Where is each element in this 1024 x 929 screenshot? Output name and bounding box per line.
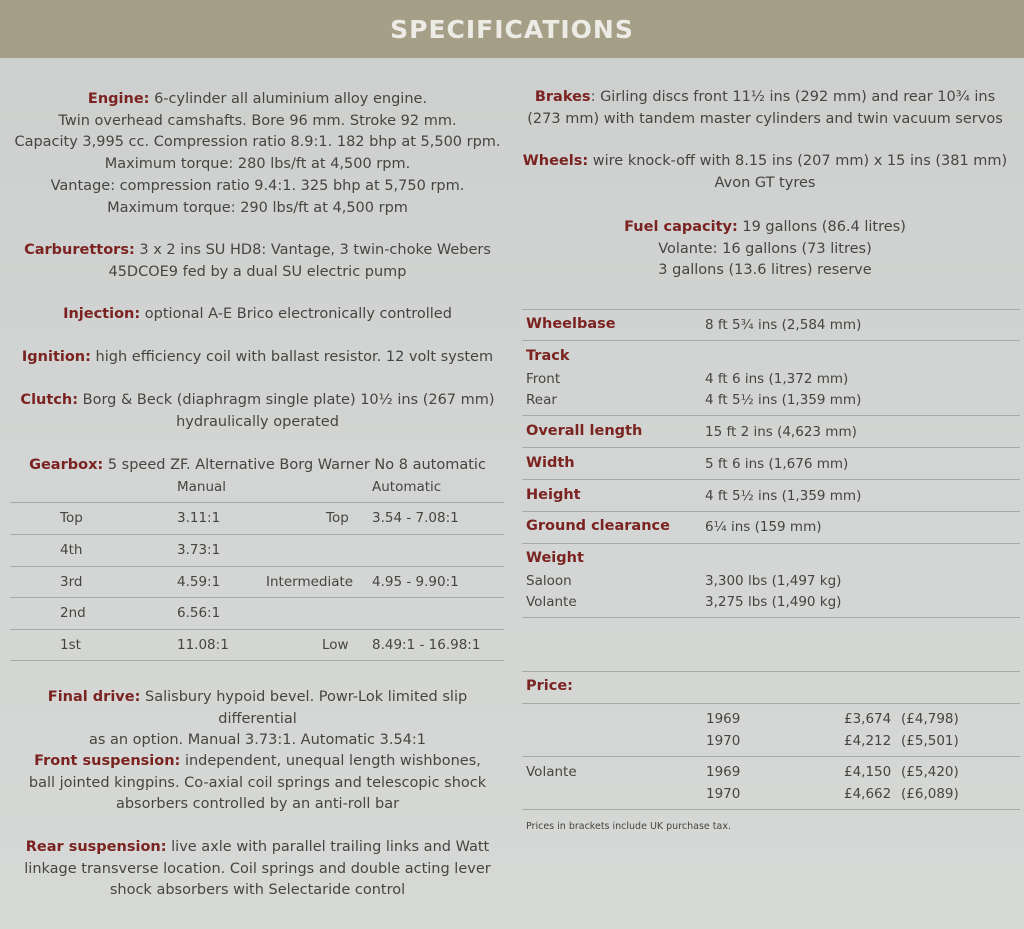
ground-clearance-label: Ground clearance xyxy=(526,518,670,534)
carburettors-label: Carburettors: xyxy=(24,242,135,258)
dimensions-divider xyxy=(522,617,1020,618)
price-incl-tax: (£6,089) xyxy=(901,786,959,802)
front-suspension-line-3: absorbers controlled by an anti-roll bar xyxy=(115,796,400,813)
clutch-label: Clutch: xyxy=(20,392,79,408)
wheels-line-1: wire knock-off with 8.15 ins (207 mm) x 15 ins (381 mm) xyxy=(592,153,1008,169)
carburettors-line-1: 3 x 2 ins SU HD8: Vantage, 3 twin-choke Webers xyxy=(139,242,491,258)
overall-length-label: Overall length xyxy=(526,423,643,439)
final-drive-line-1: Salisbury hypoid bevel. Powr-Lok limited slip differential xyxy=(145,689,468,727)
engine-spec xyxy=(10,89,505,219)
price-year: 1970 xyxy=(706,786,741,802)
front-suspension-line-1: independent, unequal length wishbones, xyxy=(184,753,481,769)
gearbox-divider xyxy=(10,502,504,503)
fuel-capacity-label: Fuel capacity: xyxy=(624,219,738,235)
header-bar xyxy=(0,0,1024,58)
gearbox-manual-header: Manual xyxy=(177,479,227,495)
auto-ratio: 4.95 - 9.90:1 xyxy=(372,574,459,590)
clutch-line-1: Borg & Beck (diaphragm single plate) 10½ ins (267 mm) xyxy=(82,392,495,408)
gearbox-divider xyxy=(10,660,504,661)
dimensions-divider xyxy=(522,415,1020,416)
page-title: SPECIFICATIONS xyxy=(390,14,634,44)
dimensions-divider xyxy=(522,479,1020,480)
manual-ratio: 11.08:1 xyxy=(177,637,229,653)
price-value: £4,212 xyxy=(844,733,892,749)
clutch-line-2: hydraulically operated xyxy=(176,413,339,430)
price-incl-tax: (£4,798) xyxy=(901,711,959,727)
price-year: 1970 xyxy=(706,733,741,749)
rear-suspension-line-1: live axle with parallel trailing links and Watt xyxy=(171,839,490,855)
price-divider xyxy=(522,703,1020,704)
fuel-capacity-line-3: 3 gallons (13.6 litres) reserve xyxy=(658,262,872,279)
brakes-line-2: (273 mm) with tandem master cylinders and twin vacuum servos xyxy=(527,110,1003,127)
gearbox-spec xyxy=(10,455,505,477)
weight-volante-value: 3,275 lbs (1,490 kg) xyxy=(705,594,842,610)
engine-label: Engine: xyxy=(87,91,150,107)
track-front-value: 4 ft 6 ins (1,372 mm) xyxy=(705,371,849,387)
fuel-capacity-line-2: Volante: 16 gallons (73 litres) xyxy=(658,240,872,257)
engine-line-2: Twin overhead camshafts. Bore 96 mm. Stroke 92 mm. xyxy=(58,112,457,129)
gear-name: 2nd xyxy=(60,605,86,621)
front-suspension-line-2: ball jointed kingpins. Co-axial coil springs and telescopic shock xyxy=(28,774,487,791)
rear-suspension-line-2: linkage transverse location. Coil springs and double acting lever xyxy=(24,860,491,877)
weight-saloon-label: Saloon xyxy=(526,573,572,589)
price-value: £3,674 xyxy=(844,711,892,727)
final-drive-spec xyxy=(10,687,505,752)
engine-line-5: Vantage: compression ratio 9.4:1. 325 bhp at 5,750 rpm. xyxy=(50,177,465,194)
rear-suspension-spec xyxy=(10,837,505,902)
ignition-spec xyxy=(10,347,505,369)
rear-suspension-label: Rear suspension: xyxy=(25,839,167,855)
dimensions-divider xyxy=(522,447,1020,448)
auto-ratio: 3.54 - 7.08:1 xyxy=(372,510,459,526)
gearbox-label: Gearbox: xyxy=(29,457,104,473)
brakes-spec xyxy=(510,87,1020,130)
rear-suspension-line-3: shock absorbers with Selectaride control xyxy=(109,882,406,899)
gearbox-automatic-header: Automatic xyxy=(372,479,442,495)
manual-ratio: 6.56:1 xyxy=(177,605,221,621)
front-suspension-label: Front suspension: xyxy=(34,753,181,769)
gear-name: 3rd xyxy=(60,574,83,590)
price-incl-tax: (£5,501) xyxy=(901,733,959,749)
height-label: Height xyxy=(526,487,581,503)
price-label: Price: xyxy=(526,678,573,694)
auto-gear-name: Intermediate xyxy=(266,574,354,590)
weight-volante-label: Volante xyxy=(526,594,577,610)
manual-ratio: 3.11:1 xyxy=(177,510,221,526)
ground-clearance-value: 6¼ ins (159 mm) xyxy=(705,519,822,535)
manual-ratio: 3.73:1 xyxy=(177,542,221,558)
injection-text: optional A-E Brico electronically controlled xyxy=(144,306,452,322)
auto-ratio: 8.49:1 - 16.98:1 xyxy=(372,637,481,653)
wheels-spec xyxy=(510,151,1020,194)
price-divider xyxy=(522,671,1020,672)
wheels-label: Wheels: xyxy=(522,153,589,169)
dimensions-divider xyxy=(522,511,1020,512)
ignition-text: high efficiency coil with ballast resistor. 12 volt system xyxy=(95,349,494,365)
track-front-label: Front xyxy=(526,371,561,387)
gearbox-text: 5 speed ZF. Alternative Borg Warner No 8 automatic xyxy=(107,457,486,473)
auto-gear-name: Low xyxy=(322,637,349,653)
gear-name: Top xyxy=(60,510,83,526)
track-rear-value: 4 ft 5½ ins (1,359 mm) xyxy=(705,392,862,408)
engine-line-6: Maximum torque: 290 lbs/ft at 4,500 rpm xyxy=(107,199,408,216)
wheelbase-label: Wheelbase xyxy=(526,316,616,332)
price-value: £4,662 xyxy=(844,786,892,802)
weight-label: Weight xyxy=(526,550,584,566)
carburettors-line-2: 45DCOE9 fed by a dual SU electric pump xyxy=(108,263,407,280)
price-footnote: Prices in brackets include UK purchase tax. xyxy=(526,821,731,832)
price-model: Volante xyxy=(526,764,577,780)
fuel-capacity-spec xyxy=(510,217,1020,282)
front-suspension-spec xyxy=(10,751,505,816)
price-year: 1969 xyxy=(706,764,741,780)
gearbox-divider xyxy=(10,566,504,567)
track-rear-label: Rear xyxy=(526,392,557,408)
width-value: 5 ft 6 ins (1,676 mm) xyxy=(705,456,849,472)
gearbox-divider xyxy=(10,629,504,630)
wheelbase-value: 8 ft 5¾ ins (2,584 mm) xyxy=(705,317,862,333)
engine-line-3: Capacity 3,995 cc. Compression ratio 8.9:1. 182 bhp at 5,500 rpm. xyxy=(14,134,501,151)
price-value: £4,150 xyxy=(844,764,892,780)
fuel-capacity-line-1: 19 gallons (86.4 litres) xyxy=(742,219,906,235)
height-value: 4 ft 5½ ins (1,359 mm) xyxy=(705,488,862,504)
price-divider xyxy=(522,809,1020,810)
gearbox-divider xyxy=(10,534,504,535)
ignition-label: Ignition: xyxy=(21,349,91,365)
clutch-spec xyxy=(10,390,505,433)
gearbox-divider xyxy=(10,597,504,598)
dimensions-divider xyxy=(522,309,1020,310)
dimensions-divider xyxy=(522,543,1020,544)
overall-length-value: 15 ft 2 ins (4,623 mm) xyxy=(705,424,857,440)
carburettors-spec xyxy=(10,240,505,283)
track-label: Track xyxy=(526,348,570,364)
engine-line-1: 6-cylinder all aluminium alloy engine. xyxy=(154,91,428,107)
gear-name: 4th xyxy=(60,542,83,558)
manual-ratio: 4.59:1 xyxy=(177,574,221,590)
price-incl-tax: (£5,420) xyxy=(901,764,959,780)
width-label: Width xyxy=(526,455,575,471)
wheels-line-2: Avon GT tyres xyxy=(714,174,816,191)
injection-spec xyxy=(10,304,505,326)
final-drive-line-2: as an option. Manual 3.73:1. Automatic 3.54:1 xyxy=(88,732,427,749)
dimensions-divider xyxy=(522,340,1020,341)
price-divider xyxy=(522,756,1020,757)
injection-label: Injection: xyxy=(63,306,141,322)
brakes-line-1: : Girling discs front 11½ ins (292 mm) and rear 10¾ ins xyxy=(590,89,996,105)
engine-line-4: Maximum torque: 280 lbs/ft at 4,500 rpm. xyxy=(104,156,411,173)
auto-gear-name: Top xyxy=(326,510,349,526)
final-drive-label: Final drive: xyxy=(47,689,141,705)
weight-saloon-value: 3,300 lbs (1,497 kg) xyxy=(705,573,842,589)
price-year: 1969 xyxy=(706,711,741,727)
brakes-label: Brakes xyxy=(534,89,591,105)
gear-name: 1st xyxy=(60,637,81,653)
